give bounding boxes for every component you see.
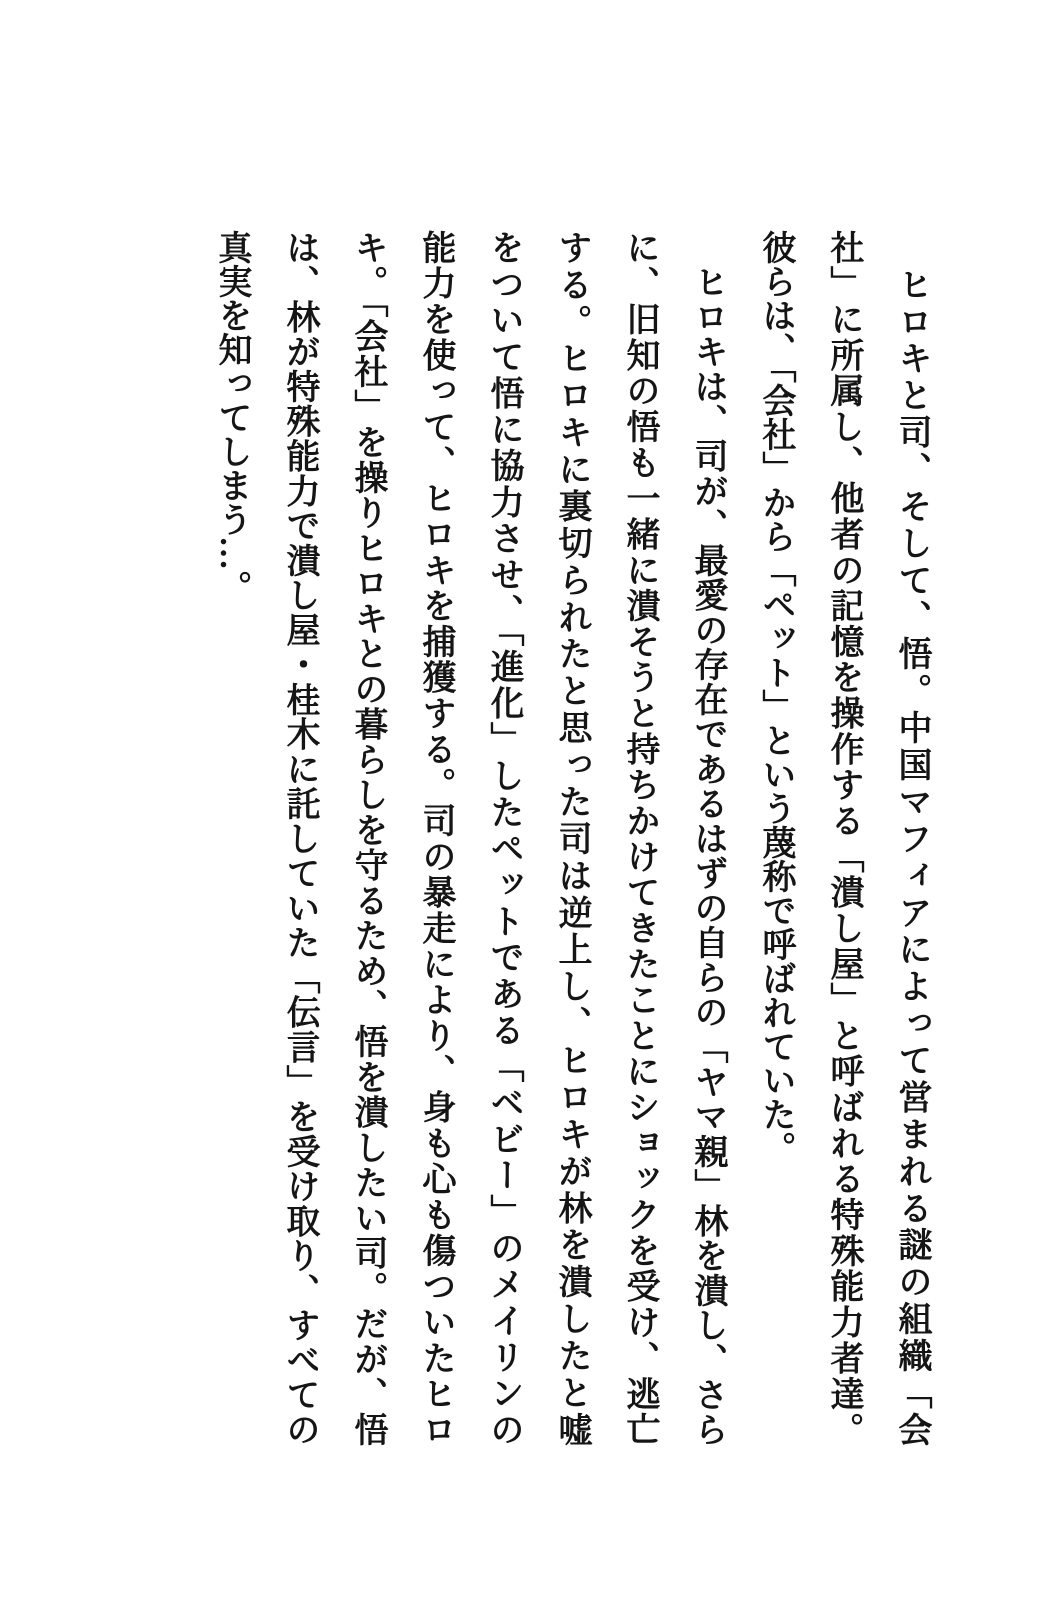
text-column: 社」に所属し、他者の記憶を操作する「潰し屋」と呼ばれる特殊能力者達。 [825,230,862,1446]
text-column: に、旧知の悟も一緒に潰そうと持ちかけてきたことにショックを受け、逃亡 [621,230,658,1446]
text-column: は、林が特殊能力で潰し屋・桂木に託していた「伝言」を受け取り、すべての [281,230,318,1447]
synopsis-text-block [197,230,945,1446]
text-column: ヒロキと司、そして、悟。中国マフィアによって営まれる謎の組織「会 [893,230,930,1446]
text-column: 彼らは、「会社」から「ペット」という蔑称で呼ばれていた。 [757,230,794,1165]
text-column: キ。「会社」を操りヒロキとの暮らしを守るため、悟を潰したい司。だが、悟 [349,230,386,1446]
text-column: 真実を知ってしまう…。 [213,230,250,604]
text-column: をついて悟に協力させ、「進化」したペットである「ベビー」のメイリンの [485,230,522,1446]
text-column: する。ヒロキに裏切られたと思った司は逆上し、ヒロキが林を潰したと嘘 [553,230,590,1446]
text-column: ヒロキは、司が、最愛の存在であるはずの自らの「ヤマ親」林を潰し、さら [689,230,726,1446]
text-column: 能力を使って、ヒロキを捕獲する。司の暴走により、身も心も傷ついたヒロ [417,230,454,1446]
